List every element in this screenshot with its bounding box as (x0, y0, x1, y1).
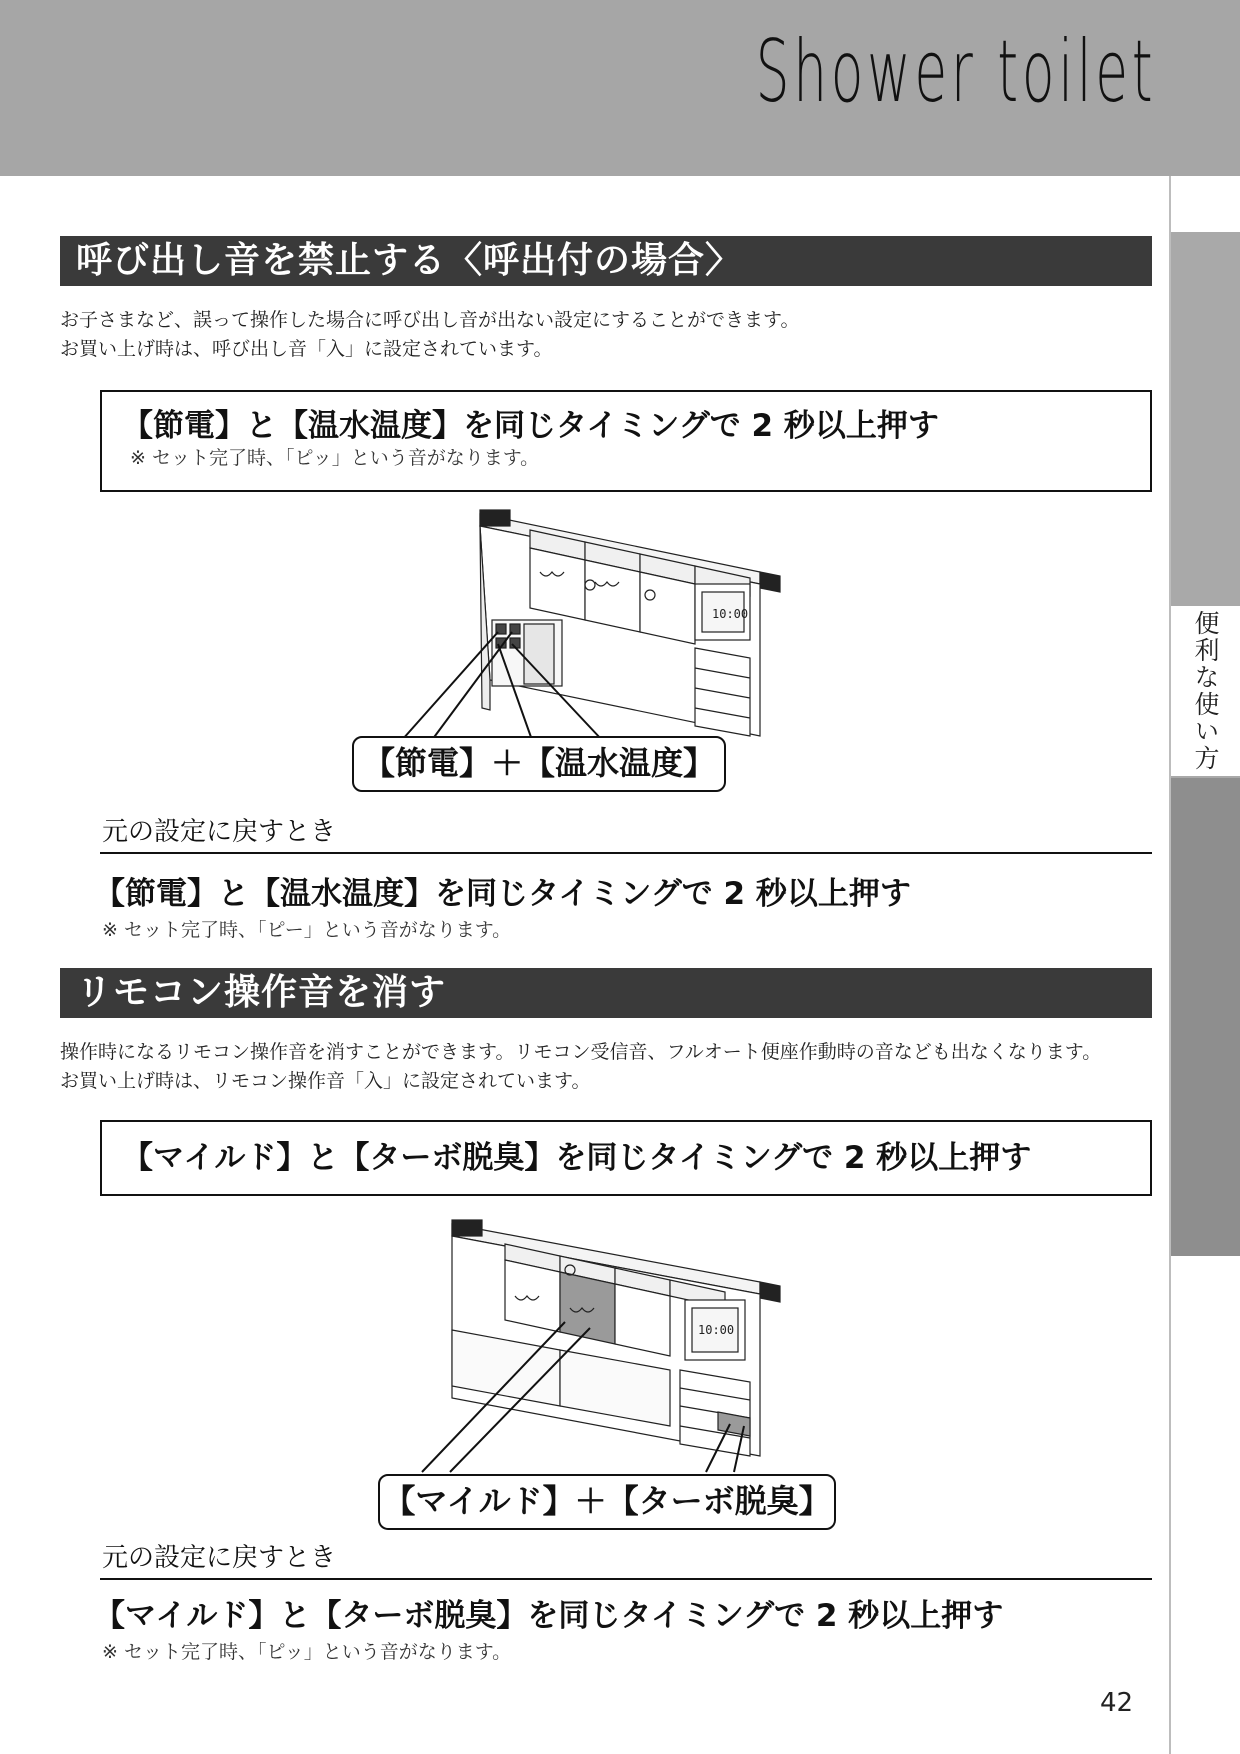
instruction-main: 【節電】と【温水温度】を同じタイミングで 2 秒以上押す (122, 408, 939, 444)
section-2-intro (60, 1038, 1160, 1096)
side-tab-lower (1171, 778, 1240, 1256)
side-tab-label[interactable]: 便利な使い方 (1171, 606, 1240, 776)
restore-heading: 元の設定に戻すとき (100, 1538, 1152, 1580)
instruction-note: ※ セット完了時、「ピッ」という音がなります。 (130, 447, 540, 469)
display-time: 10:00 (712, 607, 749, 621)
callout-mild-turbo: 【マイルド】＋【ターボ脱臭】 (378, 1474, 836, 1530)
instruction-main: 【マイルド】と【ターボ脱臭】を同じタイミングで 2 秒以上押す (122, 1140, 1032, 1176)
page-number: 42 (1100, 1688, 1134, 1718)
restore-step-note: ※ セット完了時、「ピー」という音がなります。 (102, 919, 512, 941)
section-title-call-sound: 呼び出し音を禁止する〈呼出付の場合〉 (60, 236, 1152, 286)
remote-control-figure-2 (350, 1210, 790, 1500)
restore-step-main: 【マイルド】と【ターボ脱臭】を同じタイミングで 2 秒以上押す (94, 1598, 1004, 1634)
callout-setsuden-onsui: 【節電】＋【温水温度】 (352, 736, 726, 792)
section-1-intro (60, 306, 1160, 364)
instruction-box (100, 390, 1152, 492)
section-title-remote-sound: リモコン操作音を消す (60, 968, 1152, 1018)
intro-line: 操作時になるリモコン操作音を消すことができます。リモコン受信音、フルオート便座作動時の音なども出なくなります。 (60, 1041, 1102, 1063)
restore-step-main: 【節電】と【温水温度】を同じタイミングで 2 秒以上押す (94, 876, 911, 912)
restore-step-note: ※ セット完了時、「ピッ」という音がなります。 (102, 1641, 512, 1663)
intro-line: お買い上げ時は、呼び出し音「入」に設定されています。 (60, 338, 553, 360)
restore-heading: 元の設定に戻すとき (100, 812, 1152, 854)
brand-logo: Shower toilet (755, 22, 1156, 122)
display-time: 10:00 (698, 1323, 735, 1337)
instruction-box (100, 1120, 1152, 1196)
intro-line: お買い上げ時は、リモコン操作音「入」に設定されています。 (60, 1070, 591, 1092)
intro-line: お子さまなど、誤って操作した場合に呼び出し音が出ない設定にすることができます。 (60, 309, 800, 331)
